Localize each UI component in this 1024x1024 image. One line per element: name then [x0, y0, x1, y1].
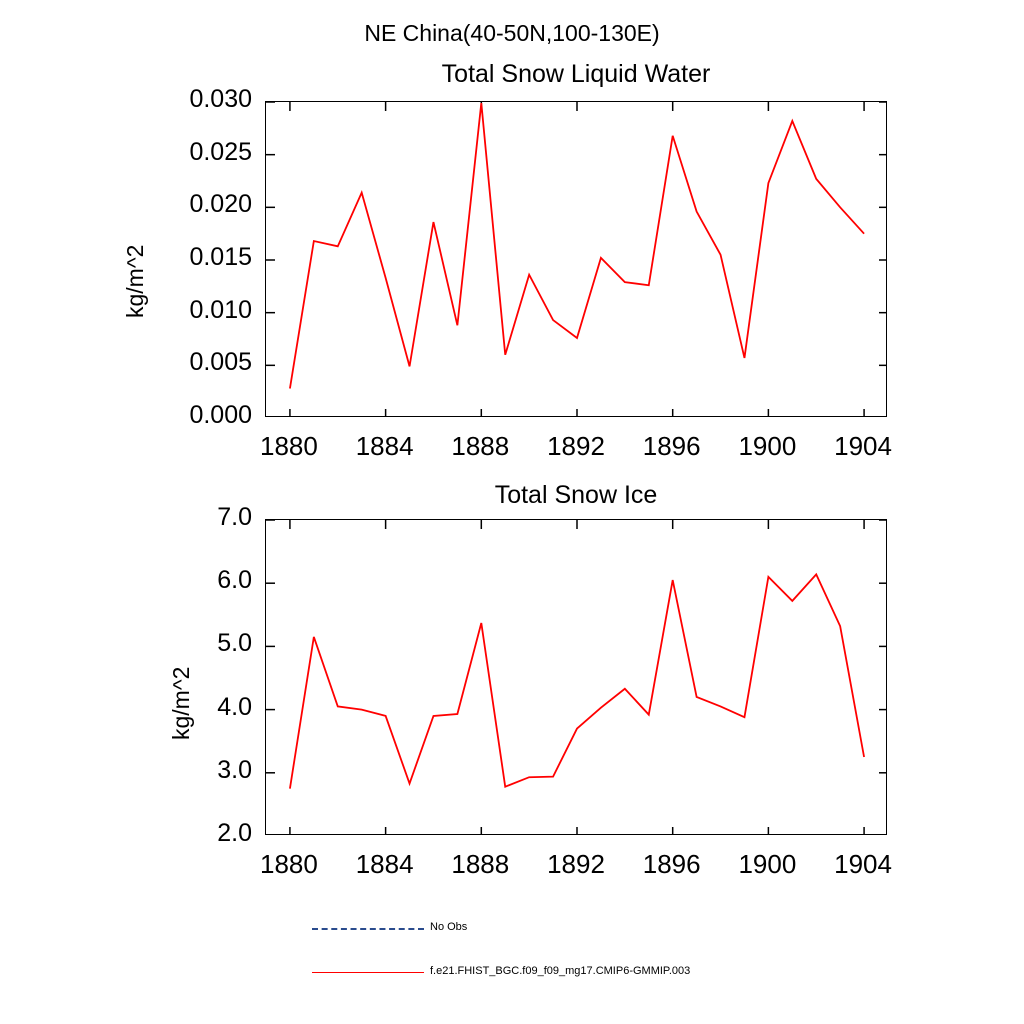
y-tick-label: 6.0 — [217, 566, 252, 595]
series-line — [290, 574, 864, 788]
x-tick-label: 1880 — [260, 849, 318, 879]
x-tick-label: 1892 — [547, 431, 605, 461]
legend-swatch — [312, 928, 424, 930]
y-axis-label-bottom: kg/m^2 — [168, 666, 194, 740]
x-tick-label: 1888 — [451, 431, 510, 461]
y-tick-label: 2.0 — [217, 819, 252, 847]
panel-title-top: Total Snow Liquid Water — [441, 60, 711, 88]
x-tick-label: 1904 — [834, 849, 892, 879]
series-line — [290, 103, 864, 388]
y-tick-label: 7.0 — [217, 503, 252, 531]
x-tick-label: 1884 — [355, 849, 414, 879]
y-tick-label: 4.0 — [217, 692, 252, 721]
line-series-top — [266, 102, 886, 416]
plot-area-total-snow-ice — [265, 519, 887, 835]
x-tick-label: 1896 — [642, 431, 701, 461]
x-tick-label: 1888 — [451, 849, 510, 879]
x-tick-label: 1904 — [834, 431, 892, 461]
y-tick-label: 0.000 — [189, 401, 252, 429]
x-tick-label: 1880 — [260, 431, 318, 461]
y-tick-label: 0.020 — [189, 190, 252, 219]
legend-swatch — [312, 972, 424, 973]
y-tick-label: 0.015 — [189, 243, 252, 271]
y-tick-label: 0.025 — [189, 137, 252, 166]
legend-label: f.e21.FHIST_BGC.f09_f09_mg17.CMIP6-GMMIP.003 — [430, 965, 691, 977]
y-tick-label: 3.0 — [217, 755, 252, 784]
y-axis-label-top: kg/m^2 — [122, 244, 148, 318]
y-tick-label: 0.010 — [189, 295, 252, 324]
y-tick-label: 5.0 — [217, 629, 252, 658]
x-tick-label: 1900 — [738, 431, 797, 461]
legend-label: No Obs — [430, 921, 468, 933]
y-tick-label: 0.030 — [189, 85, 252, 113]
panel-title-bottom: Total Snow Ice — [494, 481, 658, 509]
x-tick-label: 1892 — [547, 849, 605, 879]
figure-suptitle: NE China(40-50N,100-130E) — [364, 20, 660, 46]
x-tick-label: 1896 — [642, 849, 701, 879]
plot-area-total-snow-liquid-water — [265, 101, 887, 417]
line-series-bottom — [266, 520, 886, 834]
x-tick-label: 1884 — [355, 431, 414, 461]
y-tick-label: 0.005 — [189, 348, 252, 377]
x-tick-label: 1900 — [738, 849, 797, 879]
